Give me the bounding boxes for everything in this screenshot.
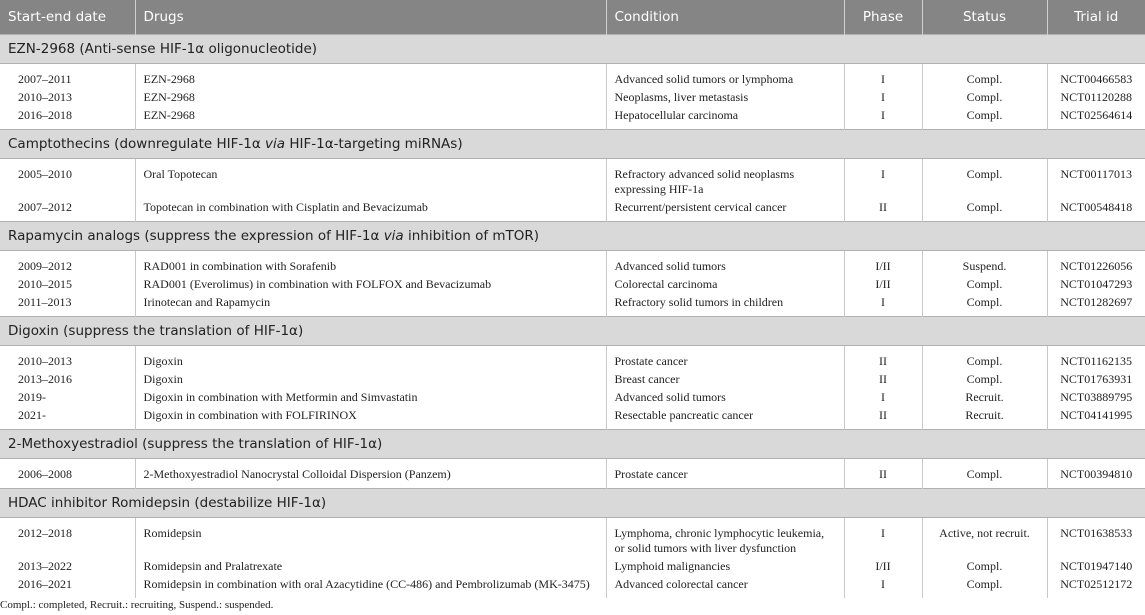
- cell-status: Compl.: [922, 197, 1047, 222]
- cell-phase: I/II: [844, 556, 922, 574]
- cell-condition: Prostate cancer: [606, 346, 844, 370]
- cell-phase: I: [844, 518, 922, 557]
- cell-status: Recruit.: [922, 405, 1047, 430]
- cell-status: Compl.: [922, 369, 1047, 387]
- cell-trial-id: NCT01282697: [1047, 292, 1145, 317]
- cell-start-end-date: 2009–2012: [18, 259, 72, 273]
- section-title-part: EZN-2968 (Anti-sense HIF-1α oligonucleotide): [8, 41, 318, 57]
- cell-condition: Advanced colorectal cancer: [606, 574, 844, 598]
- table-row: [0, 387, 1145, 405]
- cell-start-end-date: 2007–2012: [18, 200, 72, 214]
- section-title-part: 2-Methoxyestradiol (suppress the translation of HIF-1α): [8, 436, 383, 452]
- cell-status: Compl.: [922, 274, 1047, 292]
- cell-drugs: Digoxin: [135, 346, 606, 370]
- cell-drugs: RAD001 in combination with Sorafenib: [135, 251, 606, 275]
- table-row: [0, 292, 1145, 317]
- section-title: [0, 317, 1145, 346]
- table-row: [0, 574, 1145, 598]
- table-row: [0, 105, 1145, 130]
- section-title: [0, 222, 1145, 251]
- table-body: [0, 35, 1145, 599]
- cell-condition: Advanced solid tumors or lymphoma: [606, 64, 844, 88]
- cell-drugs: Romidepsin: [135, 518, 606, 557]
- section-title-italic: via: [265, 136, 286, 152]
- cell-status: Compl.: [922, 105, 1047, 130]
- cell-drugs: Irinotecan and Rapamycin: [135, 292, 606, 317]
- cell-trial-id: NCT00548418: [1047, 197, 1145, 222]
- table-footnote: Compl.: completed, Recruit.: recruiting, Suspend.: suspended.: [0, 599, 274, 611]
- cell-status: Compl.: [922, 556, 1047, 574]
- cell-condition: Neoplasms, liver metastasis: [606, 87, 844, 105]
- table-row: [0, 405, 1145, 430]
- table-row: [0, 369, 1145, 387]
- cell-start-end-date: 2011–2013: [18, 295, 72, 309]
- cell-phase: II: [844, 197, 922, 222]
- cell-condition: Hepatocellular carcinoma: [606, 105, 844, 130]
- cell-start-end-date: 2013–2022: [18, 559, 72, 573]
- cell-start-end-date: 2010–2013: [18, 90, 72, 104]
- cell-drugs: Digoxin in combination with FOLFIRINOX: [135, 405, 606, 430]
- cell-trial-id: NCT00117013: [1047, 159, 1145, 198]
- header-status: Status: [922, 0, 1047, 35]
- cell-status: Compl.: [922, 346, 1047, 370]
- cell-trial-id: NCT00466583: [1047, 64, 1145, 88]
- cell-condition: Refractory solid tumors in children: [606, 292, 844, 317]
- cell-trial-id: NCT03889795: [1047, 387, 1145, 405]
- section-header-row: [0, 130, 1145, 159]
- section-title-part: Digoxin (suppress the translation of HIF-1α): [8, 323, 304, 339]
- section-title-part: Rapamycin analogs (suppress the expression of HIF-1α: [8, 228, 384, 244]
- section-title: [0, 35, 1145, 64]
- cell-phase: I: [844, 64, 922, 88]
- cell-status: Compl.: [922, 159, 1047, 198]
- cell-drugs: Topotecan in combination with Cisplatin and Bevacizumab: [135, 197, 606, 222]
- cell-condition: Breast cancer: [606, 369, 844, 387]
- header-row: [0, 0, 1145, 35]
- cell-status: Compl.: [922, 574, 1047, 598]
- cell-trial-id: NCT00394810: [1047, 459, 1145, 489]
- cell-start-end-date: 2010–2013: [18, 354, 72, 368]
- cell-trial-id: NCT01226056: [1047, 251, 1145, 275]
- cell-status: Suspend.: [922, 251, 1047, 275]
- cell-start-end-date: 2013–2016: [18, 372, 72, 386]
- cell-drugs: Digoxin: [135, 369, 606, 387]
- cell-condition: Refractory advanced solid neoplasms expressing HIF-1a: [606, 159, 844, 198]
- cell-phase: I: [844, 387, 922, 405]
- cell-trial-id: NCT01763931: [1047, 369, 1145, 387]
- cell-phase: I: [844, 292, 922, 317]
- cell-drugs: EZN-2968: [135, 105, 606, 130]
- cell-drugs: Oral Topotecan: [135, 159, 606, 198]
- section-title-part: HDAC inhibitor Romidepsin (destabilize HIF-1α): [8, 495, 327, 511]
- cell-status: Compl.: [922, 459, 1047, 489]
- header-phase: Phase: [844, 0, 922, 35]
- cell-condition: Prostate cancer: [606, 459, 844, 489]
- cell-phase: I: [844, 105, 922, 130]
- cell-phase: I: [844, 159, 922, 198]
- cell-condition: Advanced solid tumors: [606, 251, 844, 275]
- header-start-end-date: Start-end date: [0, 0, 135, 35]
- cell-start-end-date: 2010–2015: [18, 277, 72, 291]
- cell-status: Active, not recruit.: [922, 518, 1047, 557]
- table-row: [0, 556, 1145, 574]
- table-row: [0, 197, 1145, 222]
- cell-start-end-date: 2016–2018: [18, 108, 72, 122]
- table-row: [0, 87, 1145, 105]
- cell-status: Compl.: [922, 87, 1047, 105]
- section-header-row: [0, 35, 1145, 64]
- cell-start-end-date: 2012–2018: [18, 526, 72, 540]
- cell-drugs: Romidepsin and Pralatrexate: [135, 556, 606, 574]
- cell-start-end-date: 2006–2008: [18, 467, 72, 481]
- section-title-part: HIF-1α-targeting miRNAs): [285, 136, 463, 152]
- table-row: [0, 346, 1145, 370]
- header-trial-id: Trial id: [1047, 0, 1145, 35]
- table-row: [0, 274, 1145, 292]
- section-header-row: [0, 317, 1145, 346]
- cell-phase: II: [844, 369, 922, 387]
- cell-condition: Resectable pancreatic cancer: [606, 405, 844, 430]
- table-row: [0, 251, 1145, 275]
- cell-trial-id: NCT01947140: [1047, 556, 1145, 574]
- cell-drugs: EZN-2968: [135, 64, 606, 88]
- table-row: [0, 459, 1145, 489]
- cell-start-end-date: 2005–2010: [18, 167, 72, 181]
- section-title-part: Camptothecins (downregulate HIF-1α: [8, 136, 266, 152]
- cell-drugs: Romidepsin in combination with oral Azacytidine (CC-486) and Pembrolizumab (MK-3475): [135, 574, 606, 598]
- section-title: [0, 489, 1145, 518]
- cell-start-end-date: 2016–2021: [18, 577, 72, 591]
- cell-phase: I/II: [844, 251, 922, 275]
- cell-drugs: EZN-2968: [135, 87, 606, 105]
- header-condition: Condition: [606, 0, 844, 35]
- table-row: [0, 518, 1145, 557]
- table-row: [0, 159, 1145, 198]
- cell-trial-id: NCT01120288: [1047, 87, 1145, 105]
- section-title-part: inhibition of mTOR): [403, 228, 540, 244]
- table-row: [0, 64, 1145, 88]
- cell-trial-id: NCT02564614: [1047, 105, 1145, 130]
- cell-drugs: 2-Methoxyestradiol Nanocrystal Colloidal Dispersion (Panzem): [135, 459, 606, 489]
- header-drugs: Drugs: [135, 0, 606, 35]
- cell-trial-id: NCT04141995: [1047, 405, 1145, 430]
- cell-condition: Advanced solid tumors: [606, 387, 844, 405]
- cell-trial-id: NCT01162135: [1047, 346, 1145, 370]
- cell-phase: II: [844, 346, 922, 370]
- section-header-row: [0, 489, 1145, 518]
- cell-status: Recruit.: [922, 387, 1047, 405]
- cell-trial-id: NCT02512172: [1047, 574, 1145, 598]
- cell-start-end-date: 2019-: [18, 390, 46, 404]
- section-title: [0, 130, 1145, 159]
- cell-status: Compl.: [922, 292, 1047, 317]
- cell-phase: I/II: [844, 274, 922, 292]
- cell-start-end-date: 2007–2011: [18, 72, 72, 86]
- section-header-row: [0, 430, 1145, 459]
- cell-phase: I: [844, 574, 922, 598]
- cell-trial-id: NCT01047293: [1047, 274, 1145, 292]
- section-title: [0, 430, 1145, 459]
- cell-condition: Lymphoma, chronic lymphocytic leukemia, or solid tumors with liver dysfunction: [606, 518, 844, 557]
- cell-condition: Lymphoid malignancies: [606, 556, 844, 574]
- cell-start-end-date: 2021-: [18, 408, 46, 422]
- cell-drugs: RAD001 (Everolimus) in combination with FOLFOX and Bevacizumab: [135, 274, 606, 292]
- cell-status: Compl.: [922, 64, 1047, 88]
- cell-phase: II: [844, 405, 922, 430]
- cell-trial-id: NCT01638533: [1047, 518, 1145, 557]
- cell-condition: Colorectal carcinoma: [606, 274, 844, 292]
- cell-phase: II: [844, 459, 922, 489]
- cell-condition: Recurrent/persistent cervical cancer: [606, 197, 844, 222]
- section-header-row: [0, 222, 1145, 251]
- section-title-italic: via: [383, 228, 404, 244]
- cell-phase: I: [844, 87, 922, 105]
- cell-drugs: Digoxin in combination with Metformin and Simvastatin: [135, 387, 606, 405]
